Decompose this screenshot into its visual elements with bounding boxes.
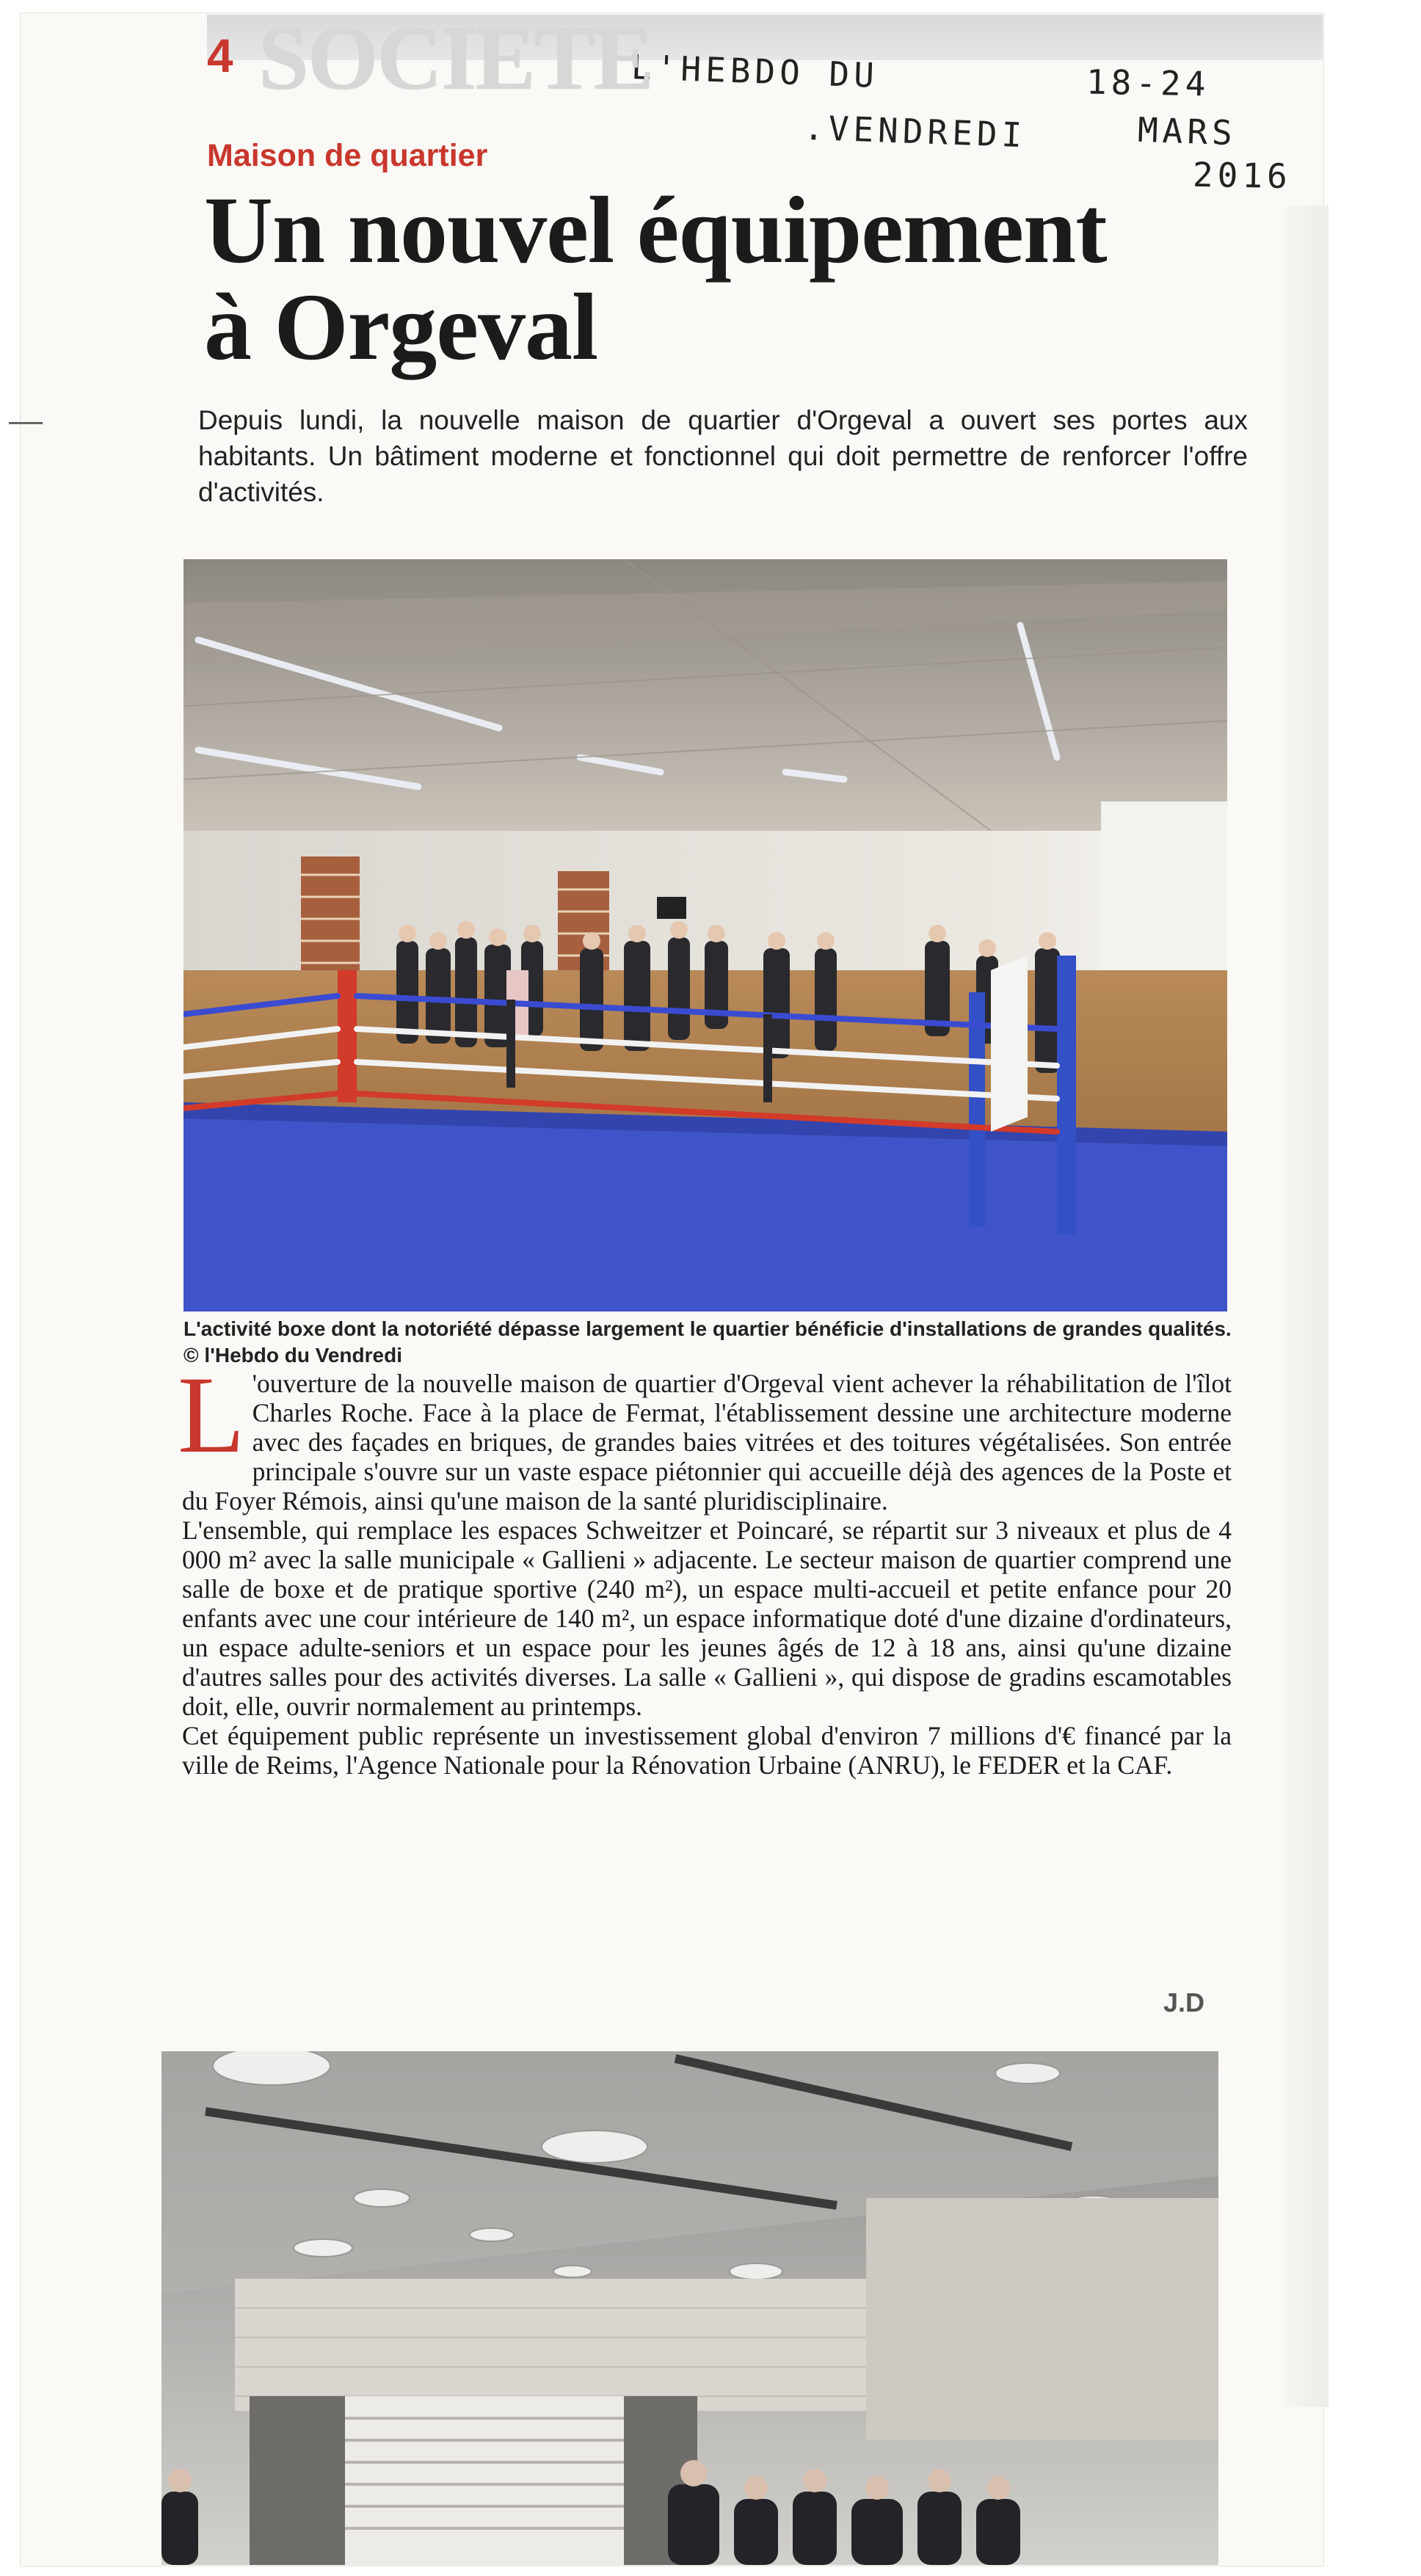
article-lead: Depuis lundi, la nouvelle maison de quartier d'Orgeval a ouvert ses portes aux habitants. Un bâtiment moderne et fonctionnel qui doit permettre de renforcer l'offre d'activités. — [198, 405, 1248, 507]
handwritten-source-line2: .VENDREDI — [803, 107, 1028, 156]
photo-caption: L'activité boxe dont la notoriété dépasse largement le quartier bénéficie d'installations de grandes qualités. © l'Hebdo du Vendredi — [183, 1317, 1232, 1367]
handwritten-source-line1: L'HEBDO DU — [630, 47, 879, 95]
author-signature: J.D — [1163, 1987, 1205, 2017]
adjacent-page-edge — [1284, 205, 1329, 2407]
section-title: SOCIETE — [258, 8, 653, 109]
article-paragraph-3: Cet équipement public représente un investissement global d'environ 7 millions d'€ financé par la ville de Reims, l'Agence Nationale pour la Rénovation Urbaine (ANRU), le FEDER et la CAF. — [182, 1721, 1232, 1780]
hall-with-bleachers-photo — [161, 2051, 1218, 2565]
handwritten-date-line2: MARS — [1137, 109, 1238, 153]
article-title-line1: Un nouvel équipement — [204, 178, 1107, 283]
article-paragraph-1-text: 'ouverture de la nouvelle maison de quartier d'Orgeval vient achever la réhabilitation de l'îlot Charles Roche. Face à la place de Fermat, l'établissement dessine une architecture moderne avec des façades en briques, de grandes baies vitrées et des toitures végétalisées. Son entrée principale s'ouvre sur un vaste espace piétonnier qui accueille déjà des agences de la Poste et du Foyer Rémois, ainsi qu'une maison de la santé pluridisciplinaire. — [182, 1369, 1232, 1516]
article-title — [204, 178, 1232, 380]
handwritten-date-line3: 2016 — [1192, 154, 1293, 197]
hall-illustration — [161, 2051, 1218, 2565]
article-body — [178, 1354, 1232, 1780]
boxing-ring-illustration — [183, 559, 1227, 1311]
page-number: 4 — [207, 29, 233, 82]
article-kicker: Maison de quartier — [207, 138, 488, 173]
margin-mark — [9, 422, 43, 424]
drop-cap: L — [178, 1354, 245, 1476]
article-paragraph-1 — [178, 1354, 1232, 1516]
article-title-line2: à Orgeval — [204, 274, 598, 380]
article-paragraph-2: L'ensemble, qui remplace les espaces Schweitzer et Poincaré, se répartit sur 3 niveaux et plus de 4 000 m² avec la salle municipale « Gallieni » adjacente. Le secteur maison de quartier comprend une salle de boxe et de pratique sportive (240 m²), un espace multi-accueil et petite enfance pour 20 enfants avec une cour intérieure de 140 m², un espace informatique doté d'une dizaine d'ordinateurs, un espace adulte-seniors et un espace pour les jeunes âgés de 12 à 18 ans, ainsi qu'une dizaine d'autres salles pour des activités diverses. La salle « Gallieni », qui dispose de gradins escamotables doit, elle, ouvrir normalement au printemps. — [182, 1516, 1232, 1721]
boxing-ring-photo — [183, 559, 1227, 1311]
handwritten-date-line1: 18-24 — [1086, 62, 1210, 104]
